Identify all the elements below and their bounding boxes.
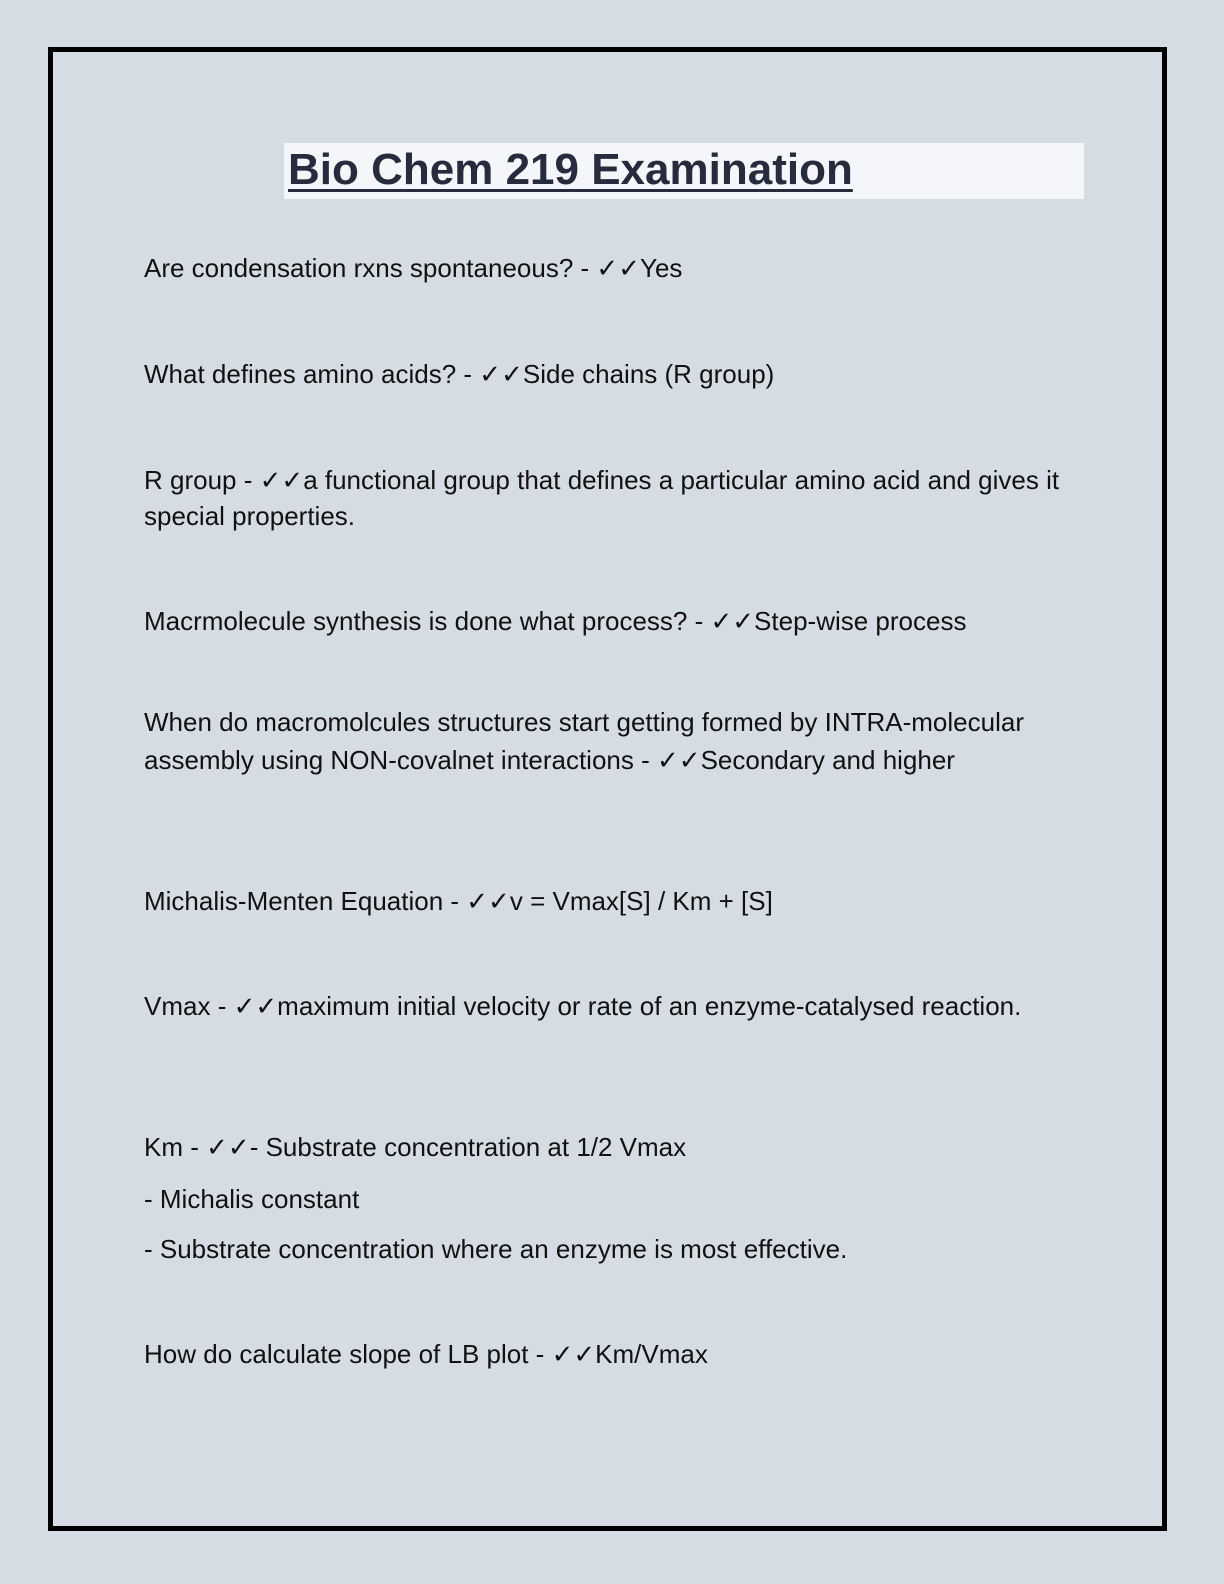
question-text: Macrmolecule synthesis is done what process?: [144, 606, 688, 636]
check-mark-icon: ✓✓: [466, 886, 510, 916]
question-text: Are condensation rxns spontaneous?: [144, 253, 574, 283]
answer-text: Km/Vmax: [595, 1339, 708, 1369]
question-text: Michalis-Menten Equation: [144, 886, 444, 916]
answer-text: - Substrate concentration at 1/2 Vmax: [249, 1132, 687, 1162]
document-title: Bio Chem 219 Examination: [288, 145, 853, 194]
check-mark-icon: ✓✓: [259, 465, 304, 495]
km-detail-line: - Michalis constant: [144, 1184, 360, 1214]
qa-item-synthesis: Macrmolecule synthesis is done what process? - ✓✓Step-wise process: [144, 606, 967, 636]
answer-text: Yes: [639, 253, 683, 283]
answer-text: Step-wise process: [754, 606, 967, 636]
check-mark-icon: ✓✓: [479, 359, 523, 389]
qa-item-r-group: R group - ✓✓a functional group that defines a particular amino acid and gives it special properties.: [144, 465, 1060, 531]
question-text: Vmax: [144, 991, 211, 1021]
answer-text: v = Vmax[S] / Km + [S]: [509, 886, 773, 916]
question-text: How do calculate slope of LB plot: [144, 1339, 529, 1369]
answer-text: a functional group that defines a particular amino acid and gives it special properties.: [144, 465, 1060, 531]
qa-item-amino-acids: What defines amino acids? - ✓✓Side chains (R group): [144, 359, 775, 389]
answer-text: maximum initial velocity or rate of an enzyme-catalysed reaction.: [277, 991, 1022, 1021]
check-mark-icon: ✓✓: [233, 991, 278, 1021]
check-mark-icon: ✓✓: [656, 745, 701, 775]
question-text: When do macromolcules structures start getting formed by INTRA-molecular assembly using NON-covalnet interactions: [144, 707, 1024, 775]
km-detail-line: - Substrate concentration where an enzyme is most effective.: [144, 1234, 848, 1264]
qa-item-km: Km - ✓✓- Substrate concentration at 1/2 Vmax: [144, 1132, 687, 1162]
qa-item-michaelis-menten: Michalis-Menten Equation - ✓✓v = Vmax[S] / Km + [S]: [144, 886, 773, 916]
check-mark-icon: ✓✓: [596, 253, 640, 283]
answer-text: Secondary and higher: [700, 745, 955, 775]
qa-item-intra-molecular: When do macromolcules structures start getting formed by INTRA-molecular assembly using NON-covalnet interactions - ✓✓Secondary and higher: [144, 707, 1024, 775]
answer-text: Side chains (R group): [522, 359, 775, 389]
question-text: R group: [144, 465, 237, 495]
qa-item-lb-plot: How do calculate slope of LB plot - ✓✓Km/Vmax: [144, 1339, 708, 1369]
check-mark-icon: ✓✓: [551, 1339, 596, 1369]
check-mark-icon: ✓✓: [206, 1132, 250, 1162]
qa-item-vmax: Vmax - ✓✓maximum initial velocity or rate of an enzyme-catalysed reaction.: [144, 991, 1022, 1021]
check-mark-icon: ✓✓: [710, 606, 755, 636]
qa-item-condensation: Are condensation rxns spontaneous? - ✓✓Yes: [144, 253, 683, 283]
question-text: Km: [144, 1132, 183, 1162]
question-text: What defines amino acids?: [144, 359, 457, 389]
